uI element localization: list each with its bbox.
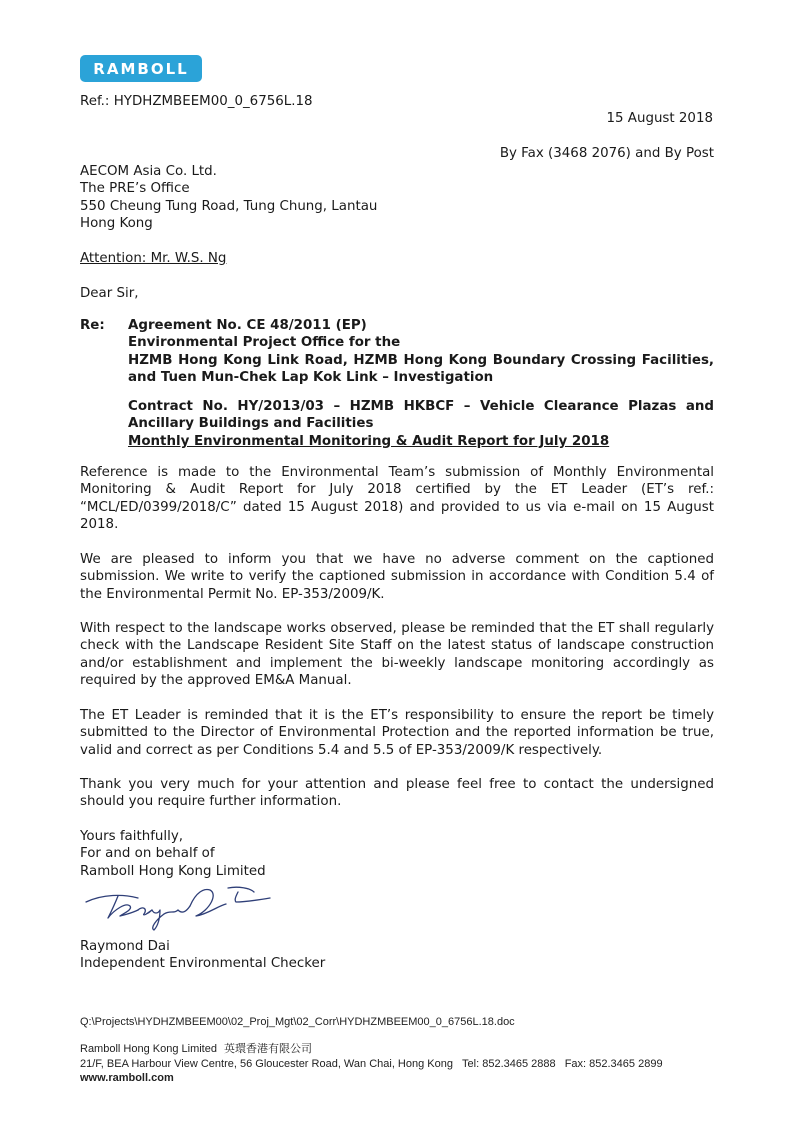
ramboll-logo: RAMBOLL xyxy=(80,55,202,82)
attention-line: Attention: Mr. W.S. Ng xyxy=(80,251,227,266)
signatory xyxy=(80,938,714,973)
para-line: required by the approved EM&A Manual. xyxy=(80,673,352,689)
paragraph-3 xyxy=(80,620,714,690)
para-line: With respect to the landscape works observed, please be reminded that the ET shall regularly xyxy=(80,621,714,636)
re-label: Re: xyxy=(80,318,105,333)
company-footer xyxy=(80,1042,720,1086)
file-path: Q:\Projects\HYDHZMBEEM00\02_Proj_Mgt\02_Corr\HYDHZMBEEM00_0_6756L.18.doc xyxy=(80,1016,515,1028)
re-line: Ancillary Buildings and Facilities xyxy=(128,416,374,432)
re-agreement xyxy=(128,317,714,387)
para-line: The ET Leader is reminded that it is the ET’s responsibility to ensure the report be timely xyxy=(80,708,714,723)
footer-tel: Tel: 852.3465 2888 xyxy=(462,1057,556,1070)
signatory-name: Raymond Dai xyxy=(80,939,170,954)
para-line: submitted to the Director of Environmental Protection and the reported information be true, xyxy=(80,725,714,741)
closing-line: Ramboll Hong Kong Limited xyxy=(80,863,266,879)
footer-fax: Fax: 852.3465 2899 xyxy=(564,1057,663,1070)
salutation: Dear Sir, xyxy=(80,286,139,301)
address-line: The PRE’s Office xyxy=(80,181,190,197)
address-line: Hong Kong xyxy=(80,216,153,232)
footer-company: Ramboll Hong Kong Limited xyxy=(80,1043,217,1055)
paragraph-5 xyxy=(80,776,714,811)
para-line: the Environmental Permit No. EP-353/2009/K. xyxy=(80,586,385,602)
closing-line: Yours faithfully, xyxy=(80,829,184,844)
footer-address: 21/F, BEA Harbour View Centre, 56 Gloucester Road, Wan Chai, Hong Kong xyxy=(80,1057,453,1070)
footer-company-cn: 英環香港有限公司 xyxy=(224,1043,313,1055)
para-line: and/or establishment and implement the bi-weekly landscape monitoring accordingly as xyxy=(80,655,714,671)
para-line: Reference is made to the Environmental Team’s submission of Monthly Environmental xyxy=(80,465,714,480)
re-line: Environmental Project Office for the xyxy=(128,335,401,351)
re-line: Agreement No. CE 48/2011 (EP) xyxy=(128,318,367,333)
recipient-address xyxy=(80,163,714,233)
closing-line: For and on behalf of xyxy=(80,846,215,862)
re-line: HZMB Hong Kong Link Road, HZMB Hong Kong Boundary Crossing Facilities, xyxy=(128,352,714,368)
para-line: We are pleased to inform you that we have no adverse comment on the captioned xyxy=(80,552,714,567)
re-line: Contract No. HY/2013/03 – HZMB HKBCF – Vehicle Clearance Plazas and xyxy=(128,399,714,414)
address-line: AECOM Asia Co. Ltd. xyxy=(80,164,217,179)
para-line: Monitoring & Audit Report for July 2018 certified by the ET Leader (ET’s ref.: xyxy=(80,482,714,498)
paragraph-1 xyxy=(80,464,714,534)
footer-website[interactable]: www.ramboll.com xyxy=(80,1072,174,1084)
paragraph-4 xyxy=(80,707,714,759)
signatory-title: Independent Environmental Checker xyxy=(80,956,326,972)
delivery-method: By Fax (3468 2076) and By Post xyxy=(499,146,714,161)
re-line: and Tuen Mun-Chek Lap Kok Link – Investigation xyxy=(128,370,494,386)
para-line: should you require further information. xyxy=(80,794,342,810)
para-line: check with the Landscape Resident Site Staff on the latest status of landscape construction xyxy=(80,638,714,654)
para-line: 2018. xyxy=(80,517,119,533)
letter-date: 15 August 2018 xyxy=(606,111,713,126)
reference-number: Ref.: HYDHZMBEEM00_0_6756L.18 xyxy=(80,94,313,109)
re-subject: Monthly Environmental Monitoring & Audit Report for July 2018 xyxy=(128,433,610,449)
para-line: Thank you very much for your attention and please feel free to contact the undersigned xyxy=(80,777,714,792)
re-contract xyxy=(128,398,714,450)
closing xyxy=(80,828,714,880)
paragraph-2 xyxy=(80,551,714,603)
address-line: 550 Cheung Tung Road, Tung Chung, Lantau xyxy=(80,198,378,214)
para-line: valid and correct as per Conditions 5.4 and 5.5 of EP-353/2009/K respectively. xyxy=(80,742,603,758)
para-line: “MCL/ED/0399/2018/C” dated 15 August 2018) and provided to us via e-mail on 15 August xyxy=(80,499,714,515)
handwritten-signature xyxy=(78,880,278,932)
para-line: submission. We write to verify the captioned submission in accordance with Condition 5.4 of xyxy=(80,569,714,585)
